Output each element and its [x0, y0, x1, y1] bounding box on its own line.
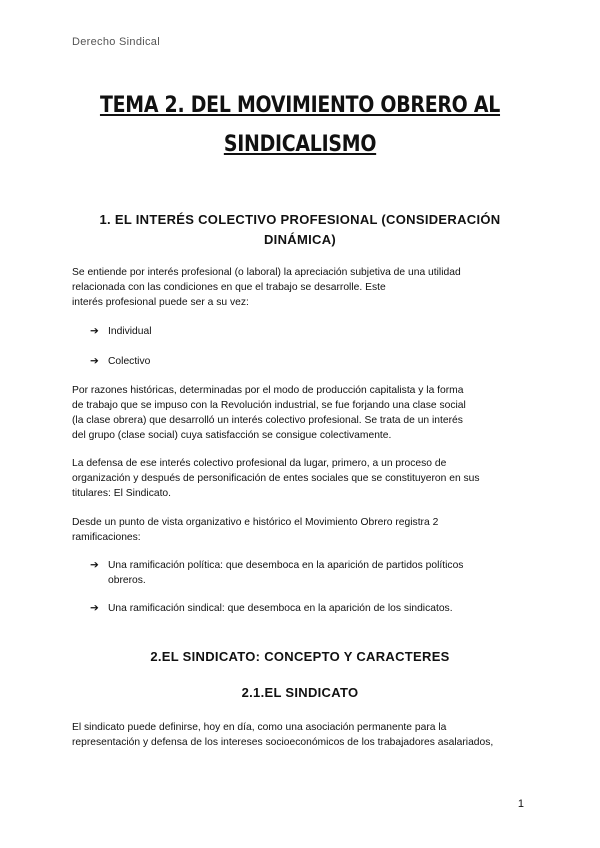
paragraph-2 — [72, 383, 532, 443]
paragraph-1-line: interés profesional puede ser a su vez: — [72, 297, 249, 308]
paragraph-5 — [72, 720, 532, 750]
bullet-label-continuation: obreros. — [108, 575, 146, 586]
paragraph-3-line: La defensa de ese interés colectivo profesional da lugar, primero, a un proceso de — [72, 458, 447, 469]
page-number: 1 — [517, 798, 524, 810]
paragraph-5-line: representación y defensa de los intereses socioeconómicos de los trabajadores asalariados, — [72, 737, 494, 748]
paragraph-4 — [72, 515, 532, 545]
section-1-heading-line-2: DINÁMICA) — [263, 232, 337, 247]
paragraph-1 — [72, 265, 532, 310]
arrow-bullet-icon: ➔ — [90, 326, 99, 337]
bullet-item-individual — [90, 324, 152, 339]
paragraph-4-line: Desde un punto de vista organizativo e histórico el Movimiento Obrero registra 2 — [72, 517, 439, 528]
paragraph-1-line: Se entiende por interés profesional (o laboral) la apreciación subjetiva de una utilidad — [72, 267, 461, 278]
running-header: Derecho Sindical — [72, 36, 160, 48]
paragraph-3-line: titulares: El Sindicato. — [72, 488, 172, 499]
paragraph-1-line: relacionada con las condiciones en que el trabajo se desarrolle. Este — [72, 282, 386, 293]
paragraph-2-line: (la clase obrera) que desarrolló un interés colectivo profesional. Se trata de un interés — [72, 415, 463, 426]
arrow-bullet-icon: ➔ — [90, 603, 99, 614]
bullet-item-ramificacion-sindical — [90, 601, 453, 616]
document-title-line-1: TEMA 2. DEL MOVIMIENTO OBRERO AL — [99, 93, 501, 118]
paragraph-2-line: Por razones históricas, determinadas por el modo de producción capitalista y la forma — [72, 385, 464, 396]
section-2-1-heading: 2.1.EL SINDICATO — [241, 685, 359, 700]
bullet-label: Colectivo — [108, 356, 151, 367]
paragraph-4-line: ramificaciones: — [72, 532, 141, 543]
section-1-heading — [72, 210, 528, 250]
paragraph-3-line: organización y después de personificación de entes sociales que se constituyeron en sus — [72, 473, 480, 484]
arrow-bullet-icon: ➔ — [90, 560, 99, 571]
paragraph-2-line: de trabajo que se impuso con la Revolución industrial, se fue forjando una clase social — [72, 400, 466, 411]
paragraph-5-line: El sindicato puede definirse, hoy en día, como una asociación permanente para la — [72, 722, 447, 733]
document-title-line-2: SINDICALISMO — [223, 132, 377, 157]
bullet-label: Individual — [108, 326, 152, 337]
bullet-label: Una ramificación sindical: que desemboca en la aparición de los sindicatos. — [108, 603, 453, 614]
paragraph-3 — [72, 456, 532, 501]
section-1-heading-line-1: 1. EL INTERÉS COLECTIVO PROFESIONAL (CONSIDERACIÓN — [99, 212, 501, 227]
bullet-label: Una ramificación política: que desemboca en la aparición de partidos políticos — [108, 560, 464, 571]
bullet-item-colectivo — [90, 354, 150, 369]
section-2-heading: 2.EL SINDICATO: CONCEPTO Y CARACTERES — [150, 649, 450, 664]
arrow-bullet-icon: ➔ — [90, 356, 99, 367]
bullet-item-ramificacion-politica — [90, 558, 463, 588]
paragraph-2-line: del grupo (clase social) cuya satisfacción se consigue colectivamente. — [72, 430, 392, 441]
